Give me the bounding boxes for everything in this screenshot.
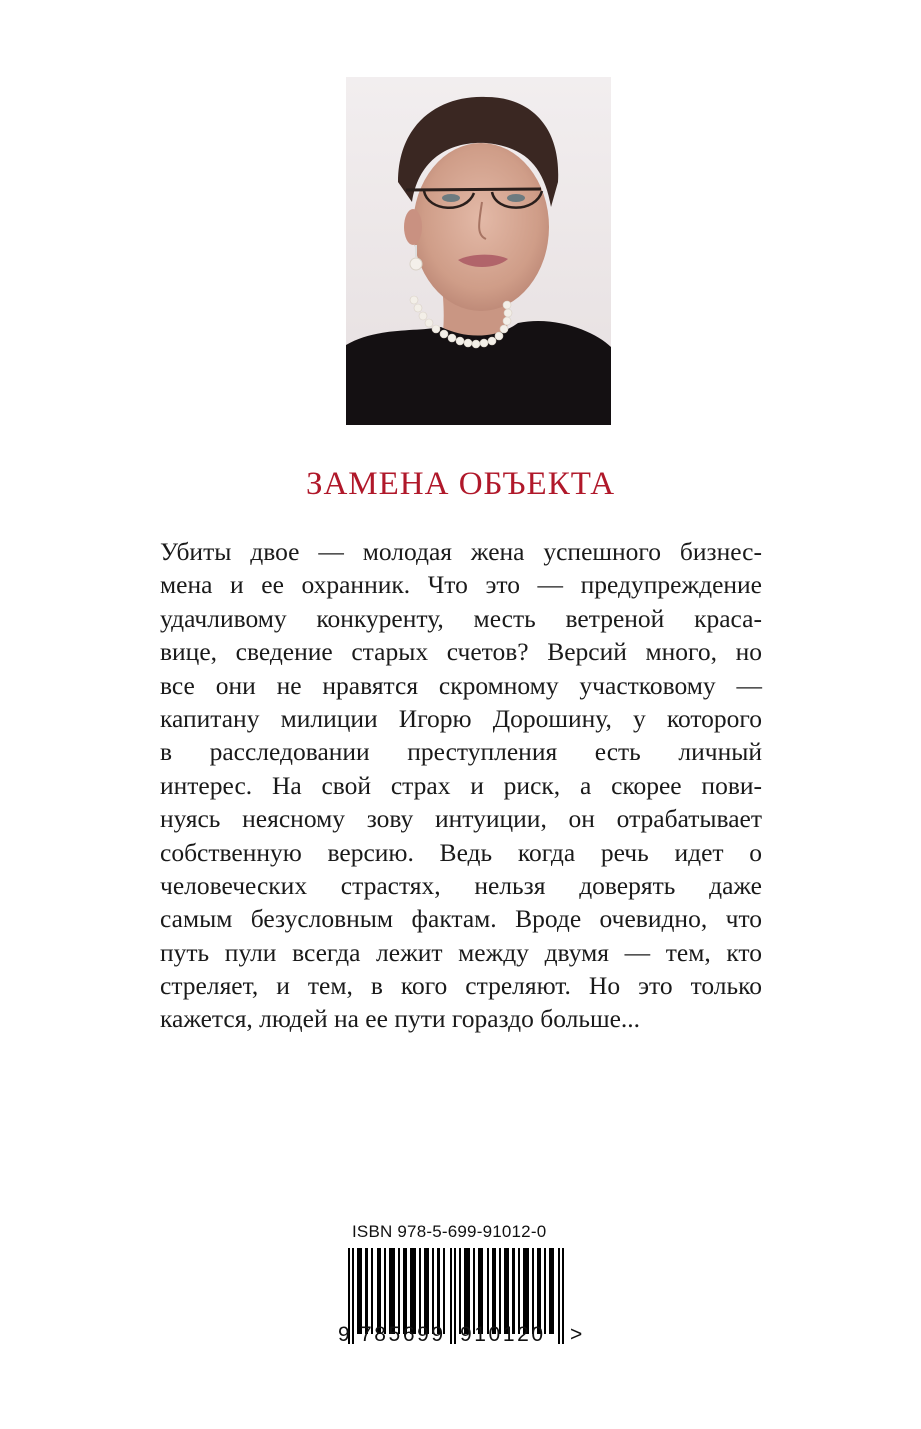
barcode-digit-first: 9 [338, 1323, 353, 1346]
blurb-line: все они не нравятся скромному участковому — [160, 670, 762, 700]
blurb-line: кажется, людей на ее пути гораздо больше... [160, 1004, 641, 1034]
isbn-barcode [338, 1222, 588, 1382]
barcode-digits-left: 785699 [360, 1323, 446, 1346]
barcode-quiet-zone-marker: > [570, 1323, 585, 1346]
blurb-line: стреляет, и тем, в кого стреляют. Но это только [160, 971, 762, 1001]
barcode-digits [338, 1322, 588, 1348]
blurb-line: собственную версию. Ведь когда речь идет о [160, 837, 762, 867]
blurb-line: нуясь неясному зову интуиции, он отрабатывает [160, 804, 762, 834]
blurb-line: в расследовании преступления есть личный [160, 737, 762, 767]
blurb-line: удачливому конкуренту, месть ветреной краса- [160, 603, 762, 633]
blurb-text [160, 535, 762, 1036]
author-photo [346, 77, 611, 425]
blurb-line: человеческих страстях, нельзя доверять даже [160, 870, 762, 900]
blurb-line: Убиты двое — молодая жена успешного бизнес- [160, 537, 762, 566]
blurb-line: капитану милиции Игорю Дорошину, у которого [160, 703, 762, 733]
blurb-line: вице, сведение старых счетов? Версий много, но [160, 637, 762, 667]
blurb-line: самым безусловным фактам. Вроде очевидно, что [160, 904, 762, 934]
barcode-digits-right: 910120 [460, 1323, 546, 1346]
portrait-illustration [346, 77, 611, 425]
blurb-line: мена и ее охранник. Что это — предупреждение [160, 570, 762, 600]
blurb-line: путь пули всегда лежит между двумя — тем, кто [160, 937, 762, 967]
isbn-label: ISBN 978-5-699-91012-0 [352, 1222, 547, 1241]
blurb-line: интерес. На свой страх и риск, а скорее пови- [160, 770, 762, 800]
book-title: ЗАМЕНА ОБЪЕКТА [305, 466, 616, 502]
